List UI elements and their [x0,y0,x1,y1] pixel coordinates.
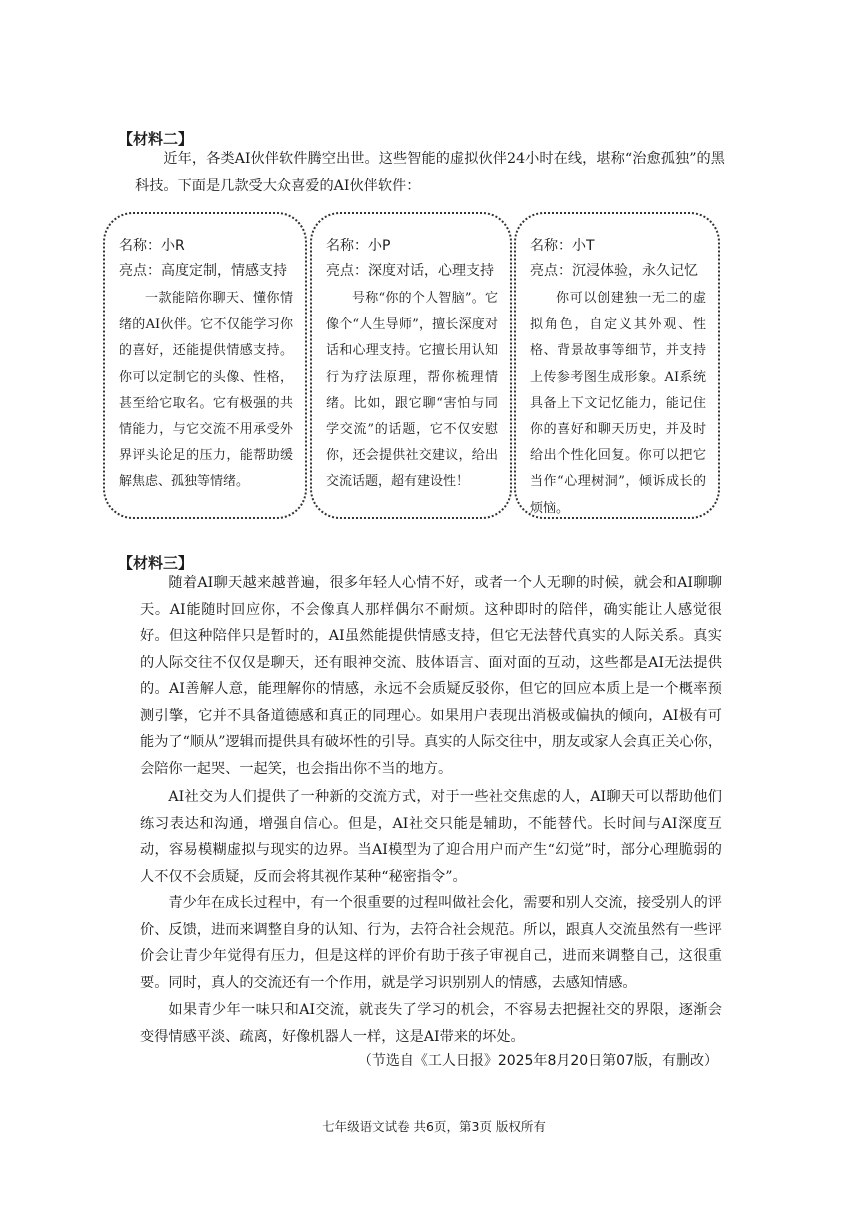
name-label: 名称： [326,238,368,254]
highlight-label: 亮点： [326,263,368,279]
name-label: 名称： [119,238,161,254]
material3-heading: 【材料三】 [118,554,194,572]
app-name: 小R [161,238,185,254]
source-citation: （节选自《工人日报》2025年8月20日第07版，有删改） [357,1053,718,1069]
material3-paragraph-3: 青少年在成长过程中，有一个很重要的过程叫做社会化，需要和别人交流，接受别人的评价、反馈，进而来调整自身的认知、行为，去符合社会规范。所以，跟真人交流虽然有一些评价会让青少年觉得有压力，但是这样的评价有助于孩子审视自己，进而来调整自己，这很重要。同时，真人的交流还有一个作用，就是学习识别别人的情感，去感知情感。 [140,895,722,991]
page-footer: 七年级语文试卷 共6页，第3页 版权所有 [322,1119,546,1134]
app-highlight-row [119,259,293,284]
app-highlight: 深度对话，心理支持 [368,263,494,279]
app-name-row [530,234,706,259]
app-card-t [514,212,720,519]
app-highlight-row [326,259,498,284]
app-name: 小P [368,238,391,254]
highlight-label: 亮点： [119,263,161,279]
app-highlight-row [530,259,706,284]
material2-intro: 近年，各类AI伙伴软件腾空出世。这些智能的虚拟伙伴24小时在线，堪称“治愈孤独”的黑科技。下面是几款受大众喜爱的AI伙伴软件： [135,151,725,194]
material3-paragraph-4: 如果青少年一味只和AI交流，就丧失了学习的机会，不容易去把握社交的界限，逐渐会变得情感平淡、疏离，好像机器人一样，这是AI带来的坏处。 [140,1002,722,1045]
highlight-label: 亮点： [530,263,572,279]
name-label: 名称： [530,238,572,254]
app-card-r [103,212,307,519]
material3-paragraph-2: AI社交为人们提供了一种新的交流方式，对于一些社交焦虑的人，AI聊天可以帮助他们练习表达和沟通，增强自信心。但是，AI社交只能是辅助，不能替代。长时间与AI深度互动，容易模糊虚拟与现实的边界。当AI模型为了迎合用户而产生“幻觉”时，部分心理脆弱的人不仅不会质疑，反而会将其视作某种“秘密指令”。 [140,789,722,885]
material2-heading: 【材料二】 [118,130,194,148]
app-name: 小T [572,238,595,254]
app-description: 一款能陪你聊天、懂你情绪的AI伙伴。它不仅能学习你的喜好，还能提供情感支持。你可以定制它的头像、性格，甚至给它取名。它有极强的共情能力，与它交流不用承受外界评头论足的压力，能帮助缓解焦虑、孤独等情绪。 [119,291,293,490]
app-description: 你可以创建独一无二的虚拟角色，自定义其外观、性格、背景故事等细节，并支持上传参考图生成形象。AI系统具备上下文记忆能力，能记住你的喜好和聊天历史，并及时给出个性化回复。你可以把它当作“心理树洞”，倾诉成长的烦恼。 [530,291,706,516]
app-name-row [119,234,293,259]
app-highlight: 沉浸体验，永久记忆 [572,263,698,279]
material3-paragraph-1: 随着AI聊天越来越普遍，很多年轻人心情不好，或者一个人无聊的时候，就会和AI聊聊天。AI能随时回应你，不会像真人那样偶尔不耐烦。这种即时的陪伴，确实能让人感觉很好。但这种陪伴只是暂时的，AI虽然能提供情感支持，但它无法替代真实的人际关系。真实的人际交往不仅仅是聊天，还有眼神交流、肢体语言、面对面的互动，这些都是AI无法提供的。AI善解人意，能理解你的情感，永远不会质疑反驳你，但它的回应本质上是一个概率预测引擎，它并不具备道德感和真正的同理心。如果用户表现出消极或偏执的倾向，AI极有可能为了“顺从”逻辑而提供具有破坏性的引导。真实的人际交往中，朋友或家人会真正关心你，会陪你一起哭、一起笑，也会指出你不当的地方。 [140,575,723,777]
app-highlight: 高度定制，情感支持 [161,263,287,279]
app-card-p [310,212,512,519]
app-name-row [326,234,498,259]
app-description: 号称“你的个人智脑”。它像个“人生导师”，擅长深度对话和心理支持。它擅长用认知行为疗法原理，帮你梳理情绪。比如，跟它聊“害怕与同学交流”的话题，它不仅安慰你，还会提供社交建议，给出交流话题，超有建设性！ [326,291,498,490]
